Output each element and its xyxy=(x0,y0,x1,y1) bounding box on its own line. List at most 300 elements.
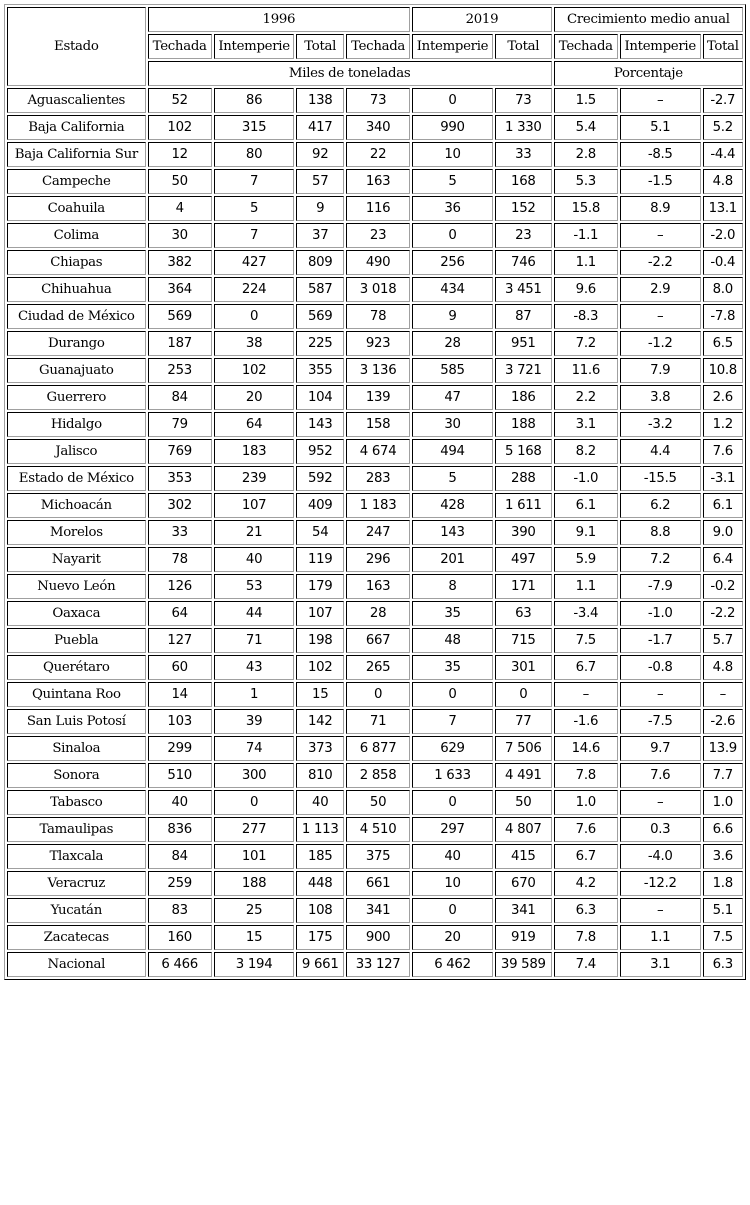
cell-value: 0 xyxy=(412,790,493,815)
cell-value: 7.2 xyxy=(554,331,618,356)
cell-value: 6.3 xyxy=(554,898,618,923)
cell-value: 21 xyxy=(214,520,295,545)
cell-estado: Veracruz xyxy=(7,871,146,896)
table-row xyxy=(7,763,743,788)
cell-value: 9 xyxy=(412,304,493,329)
cell-value: -1.5 xyxy=(620,169,701,194)
cell-estado: Ciudad de México xyxy=(7,304,146,329)
cell-value: -7.8 xyxy=(703,304,743,329)
cell-value: 158 xyxy=(346,412,410,437)
cell-value: 434 xyxy=(412,277,493,302)
cell-value: 4 807 xyxy=(495,817,552,842)
cell-estado: Coahuila xyxy=(7,196,146,221)
header-col: Intemperie xyxy=(214,34,295,59)
cell-value: 50 xyxy=(346,790,410,815)
table-row xyxy=(7,682,743,707)
cell-estado: Morelos xyxy=(7,520,146,545)
cell-value: -8.5 xyxy=(620,142,701,167)
cell-value: 142 xyxy=(296,709,344,734)
cell-value: 60 xyxy=(148,655,212,680)
cell-value: 7 xyxy=(214,223,295,248)
cell-estado: Guanajuato xyxy=(7,358,146,383)
table-body xyxy=(7,88,743,977)
cell-value: – xyxy=(620,223,701,248)
cell-value: 300 xyxy=(214,763,295,788)
cell-value: 1 330 xyxy=(495,115,552,140)
cell-value: 43 xyxy=(214,655,295,680)
cell-value: 7 xyxy=(412,709,493,734)
cell-value: 0 xyxy=(495,682,552,707)
table-row xyxy=(7,331,743,356)
cell-value: 101 xyxy=(214,844,295,869)
cell-value: 33 xyxy=(495,142,552,167)
cell-value: 9.1 xyxy=(554,520,618,545)
header-col: Techada xyxy=(554,34,618,59)
cell-value: 315 xyxy=(214,115,295,140)
cell-value: 171 xyxy=(495,574,552,599)
cell-value: – xyxy=(620,898,701,923)
cell-value: 23 xyxy=(346,223,410,248)
cell-value: -7.5 xyxy=(620,709,701,734)
cell-value: 341 xyxy=(495,898,552,923)
cell-value: 6.2 xyxy=(620,493,701,518)
cell-value: 1.0 xyxy=(554,790,618,815)
cell-value: 302 xyxy=(148,493,212,518)
cell-value: 2.2 xyxy=(554,385,618,410)
cell-value: 836 xyxy=(148,817,212,842)
cell-value: 427 xyxy=(214,250,295,275)
cell-value: 382 xyxy=(148,250,212,275)
cell-estado: Michoacán xyxy=(7,493,146,518)
cell-value: 40 xyxy=(148,790,212,815)
cell-value: 919 xyxy=(495,925,552,950)
cell-value: 809 xyxy=(296,250,344,275)
cell-value: 187 xyxy=(148,331,212,356)
cell-value: -1.7 xyxy=(620,628,701,653)
cell-value: 39 589 xyxy=(495,952,552,977)
cell-value: 168 xyxy=(495,169,552,194)
cell-estado: Nayarit xyxy=(7,547,146,572)
cell-estado: Tamaulipas xyxy=(7,817,146,842)
cell-value: 5.3 xyxy=(554,169,618,194)
cell-value: 4.8 xyxy=(703,655,743,680)
cell-value: 33 127 xyxy=(346,952,410,977)
cell-value: 225 xyxy=(296,331,344,356)
table-row xyxy=(7,628,743,653)
cell-value: 102 xyxy=(214,358,295,383)
cell-value: 30 xyxy=(148,223,212,248)
cell-value: 428 xyxy=(412,493,493,518)
table-row xyxy=(7,547,743,572)
cell-value: 103 xyxy=(148,709,212,734)
cell-value: -4.4 xyxy=(703,142,743,167)
cell-value: 30 xyxy=(412,412,493,437)
cell-value: 1.1 xyxy=(620,925,701,950)
table-row xyxy=(7,169,743,194)
header-col: Total xyxy=(495,34,552,59)
cell-value: -1.0 xyxy=(554,466,618,491)
cell-value: 1 633 xyxy=(412,763,493,788)
cell-value: 33 xyxy=(148,520,212,545)
cell-value: -0.8 xyxy=(620,655,701,680)
cell-value: 47 xyxy=(412,385,493,410)
cell-value: 78 xyxy=(148,547,212,572)
cell-value: -0.2 xyxy=(703,574,743,599)
cell-value: 415 xyxy=(495,844,552,869)
cell-estado: Querétaro xyxy=(7,655,146,680)
cell-value: 83 xyxy=(148,898,212,923)
cell-value: 353 xyxy=(148,466,212,491)
cell-value: 6 462 xyxy=(412,952,493,977)
cell-value: 4.8 xyxy=(703,169,743,194)
cell-value: 7.8 xyxy=(554,925,618,950)
cell-value: 288 xyxy=(495,466,552,491)
table-row xyxy=(7,817,743,842)
cell-value: 0 xyxy=(412,88,493,113)
cell-value: 37 xyxy=(296,223,344,248)
cell-value: 667 xyxy=(346,628,410,653)
cell-value: 50 xyxy=(495,790,552,815)
cell-estado: Oaxaca xyxy=(7,601,146,626)
table-row xyxy=(7,898,743,923)
cell-value: 7.6 xyxy=(620,763,701,788)
cell-value: 0 xyxy=(214,790,295,815)
cell-value: 497 xyxy=(495,547,552,572)
cell-value: 4.2 xyxy=(554,871,618,896)
cell-value: 163 xyxy=(346,574,410,599)
table-row xyxy=(7,709,743,734)
cell-value: -2.6 xyxy=(703,709,743,734)
cell-value: 2.9 xyxy=(620,277,701,302)
table-row xyxy=(7,736,743,761)
cell-estado: Tlaxcala xyxy=(7,844,146,869)
cell-estado: Nuevo León xyxy=(7,574,146,599)
cell-value: 390 xyxy=(495,520,552,545)
cell-value: 71 xyxy=(346,709,410,734)
cell-value: 7 xyxy=(214,169,295,194)
cell-value: 183 xyxy=(214,439,295,464)
cell-value: 585 xyxy=(412,358,493,383)
cell-value: 3 018 xyxy=(346,277,410,302)
cell-value: 769 xyxy=(148,439,212,464)
cell-value: 4 674 xyxy=(346,439,410,464)
cell-value: 64 xyxy=(214,412,295,437)
cell-value: 40 xyxy=(412,844,493,869)
cell-value: 7.7 xyxy=(703,763,743,788)
cell-value: 188 xyxy=(495,412,552,437)
cell-value: 9 xyxy=(296,196,344,221)
cell-value: 301 xyxy=(495,655,552,680)
cell-value: 15.8 xyxy=(554,196,618,221)
cell-value: 1 xyxy=(214,682,295,707)
cell-value: 6.5 xyxy=(703,331,743,356)
cell-value: 13.9 xyxy=(703,736,743,761)
cell-estado: Nacional xyxy=(7,952,146,977)
cell-value: 3.1 xyxy=(620,952,701,977)
cell-value: 4 510 xyxy=(346,817,410,842)
cell-value: 25 xyxy=(214,898,295,923)
cell-value: 810 xyxy=(296,763,344,788)
table-row xyxy=(7,601,743,626)
header-col: Intemperie xyxy=(412,34,493,59)
cell-value: -15.5 xyxy=(620,466,701,491)
cell-value: 138 xyxy=(296,88,344,113)
cell-value: 409 xyxy=(296,493,344,518)
header-col: Techada xyxy=(148,34,212,59)
cell-value: 53 xyxy=(214,574,295,599)
cell-value: 1.0 xyxy=(703,790,743,815)
table-row xyxy=(7,466,743,491)
cell-value: 951 xyxy=(495,331,552,356)
cell-value: 592 xyxy=(296,466,344,491)
cell-value: 510 xyxy=(148,763,212,788)
table-row xyxy=(7,952,743,977)
cell-value: 3.8 xyxy=(620,385,701,410)
cell-value: 107 xyxy=(214,493,295,518)
table-row xyxy=(7,493,743,518)
table-row xyxy=(7,871,743,896)
cell-value: – xyxy=(554,682,618,707)
cell-value: 373 xyxy=(296,736,344,761)
cell-value: 296 xyxy=(346,547,410,572)
cell-value: 6.1 xyxy=(703,493,743,518)
cell-value: 9.7 xyxy=(620,736,701,761)
cell-value: 7.4 xyxy=(554,952,618,977)
cell-value: 23 xyxy=(495,223,552,248)
cell-value: 5.1 xyxy=(620,115,701,140)
header-col: Total xyxy=(703,34,743,59)
cell-value: 9.0 xyxy=(703,520,743,545)
table-row xyxy=(7,655,743,680)
header-estado: Estado xyxy=(7,7,146,86)
cell-value: 86 xyxy=(214,88,295,113)
cell-value: 126 xyxy=(148,574,212,599)
cell-value: 22 xyxy=(346,142,410,167)
cell-value: 28 xyxy=(412,331,493,356)
cell-value: 5 168 xyxy=(495,439,552,464)
cell-value: 6 877 xyxy=(346,736,410,761)
cell-value: 52 xyxy=(148,88,212,113)
cell-value: 277 xyxy=(214,817,295,842)
cell-value: 0 xyxy=(214,304,295,329)
cell-value: – xyxy=(703,682,743,707)
cell-value: 102 xyxy=(148,115,212,140)
cell-value: 6.7 xyxy=(554,844,618,869)
cell-value: -3.4 xyxy=(554,601,618,626)
cell-value: 4.4 xyxy=(620,439,701,464)
cell-value: 35 xyxy=(412,601,493,626)
cell-estado: San Luis Potosí xyxy=(7,709,146,734)
cell-value: 104 xyxy=(296,385,344,410)
cell-value: 900 xyxy=(346,925,410,950)
cell-value: 1 611 xyxy=(495,493,552,518)
cell-estado: Baja California Sur xyxy=(7,142,146,167)
cell-estado: Sinaloa xyxy=(7,736,146,761)
cell-value: 448 xyxy=(296,871,344,896)
cell-estado: Baja California xyxy=(7,115,146,140)
cell-value: 7.6 xyxy=(554,817,618,842)
cell-value: 14 xyxy=(148,682,212,707)
cell-value: 84 xyxy=(148,844,212,869)
cell-value: 341 xyxy=(346,898,410,923)
cell-value: 5.9 xyxy=(554,547,618,572)
data-table xyxy=(4,4,746,980)
cell-value: 247 xyxy=(346,520,410,545)
cell-value: 355 xyxy=(296,358,344,383)
table-row xyxy=(7,790,743,815)
cell-value: -1.2 xyxy=(620,331,701,356)
cell-value: 39 xyxy=(214,709,295,734)
cell-value: 5.1 xyxy=(703,898,743,923)
cell-value: 6 466 xyxy=(148,952,212,977)
cell-value: 4 491 xyxy=(495,763,552,788)
cell-value: 629 xyxy=(412,736,493,761)
cell-value: 102 xyxy=(296,655,344,680)
cell-value: – xyxy=(620,682,701,707)
cell-value: 20 xyxy=(412,925,493,950)
header-unit-abs: Miles de toneladas xyxy=(148,61,552,86)
cell-value: 50 xyxy=(148,169,212,194)
cell-value: 8.8 xyxy=(620,520,701,545)
table-row xyxy=(7,142,743,167)
header-growth: Crecimiento medio anual xyxy=(554,7,743,32)
cell-value: 175 xyxy=(296,925,344,950)
cell-value: 746 xyxy=(495,250,552,275)
header-year-2019: 2019 xyxy=(412,7,552,32)
cell-value: 265 xyxy=(346,655,410,680)
cell-value: 6.6 xyxy=(703,817,743,842)
cell-value: 201 xyxy=(412,547,493,572)
table-row xyxy=(7,304,743,329)
cell-value: -3.1 xyxy=(703,466,743,491)
cell-value: 3.6 xyxy=(703,844,743,869)
cell-value: 1.1 xyxy=(554,250,618,275)
header-col: Intemperie xyxy=(620,34,701,59)
cell-value: 28 xyxy=(346,601,410,626)
cell-value: 490 xyxy=(346,250,410,275)
cell-value: 5.7 xyxy=(703,628,743,653)
cell-value: 35 xyxy=(412,655,493,680)
cell-value: 78 xyxy=(346,304,410,329)
cell-value: 3 194 xyxy=(214,952,295,977)
cell-value: 143 xyxy=(412,520,493,545)
cell-value: 8.9 xyxy=(620,196,701,221)
cell-value: 63 xyxy=(495,601,552,626)
cell-value: 71 xyxy=(214,628,295,653)
cell-value: 0 xyxy=(346,682,410,707)
cell-value: -2.2 xyxy=(703,601,743,626)
table-row xyxy=(7,412,743,437)
cell-value: 253 xyxy=(148,358,212,383)
table-row xyxy=(7,439,743,464)
cell-value: 5 xyxy=(214,196,295,221)
cell-value: 163 xyxy=(346,169,410,194)
cell-value: 2.8 xyxy=(554,142,618,167)
cell-estado: Guerrero xyxy=(7,385,146,410)
header-col: Total xyxy=(296,34,344,59)
cell-value: 107 xyxy=(296,601,344,626)
cell-value: 7.5 xyxy=(703,925,743,950)
cell-value: 160 xyxy=(148,925,212,950)
cell-value: 10 xyxy=(412,142,493,167)
cell-value: 6.7 xyxy=(554,655,618,680)
cell-value: 1.2 xyxy=(703,412,743,437)
cell-value: – xyxy=(620,790,701,815)
cell-value: 73 xyxy=(495,88,552,113)
cell-estado: Tabasco xyxy=(7,790,146,815)
cell-value: -2.7 xyxy=(703,88,743,113)
cell-value: -3.2 xyxy=(620,412,701,437)
cell-value: 5 xyxy=(412,466,493,491)
cell-value: 185 xyxy=(296,844,344,869)
cell-value: 10.8 xyxy=(703,358,743,383)
cell-value: 3 721 xyxy=(495,358,552,383)
cell-value: 6.1 xyxy=(554,493,618,518)
cell-value: 143 xyxy=(296,412,344,437)
table-row xyxy=(7,574,743,599)
cell-value: – xyxy=(620,88,701,113)
cell-value: 64 xyxy=(148,601,212,626)
cell-value: 923 xyxy=(346,331,410,356)
cell-value: -1.0 xyxy=(620,601,701,626)
table-row xyxy=(7,115,743,140)
cell-value: 15 xyxy=(214,925,295,950)
cell-value: 8.0 xyxy=(703,277,743,302)
cell-value: 73 xyxy=(346,88,410,113)
cell-value: -1.6 xyxy=(554,709,618,734)
cell-value: 1 113 xyxy=(296,817,344,842)
cell-value: 5 xyxy=(412,169,493,194)
cell-value: 44 xyxy=(214,601,295,626)
cell-value: -2.0 xyxy=(703,223,743,248)
cell-value: 186 xyxy=(495,385,552,410)
cell-estado: Jalisco xyxy=(7,439,146,464)
cell-value: 661 xyxy=(346,871,410,896)
cell-value: 119 xyxy=(296,547,344,572)
cell-value: 198 xyxy=(296,628,344,653)
cell-estado: Yucatán xyxy=(7,898,146,923)
cell-value: 74 xyxy=(214,736,295,761)
table-row xyxy=(7,385,743,410)
cell-value: 7.6 xyxy=(703,439,743,464)
cell-value: 239 xyxy=(214,466,295,491)
table-row xyxy=(7,88,743,113)
cell-value: 80 xyxy=(214,142,295,167)
cell-estado: Durango xyxy=(7,331,146,356)
cell-value: 256 xyxy=(412,250,493,275)
cell-value: 9.6 xyxy=(554,277,618,302)
cell-value: -4.0 xyxy=(620,844,701,869)
cell-value: 57 xyxy=(296,169,344,194)
header-unit-pct: Porcentaje xyxy=(554,61,743,86)
cell-value: 116 xyxy=(346,196,410,221)
cell-value: 1.8 xyxy=(703,871,743,896)
cell-value: 7.8 xyxy=(554,763,618,788)
cell-value: 259 xyxy=(148,871,212,896)
cell-value: 15 xyxy=(296,682,344,707)
cell-estado: Estado de México xyxy=(7,466,146,491)
cell-value: 12 xyxy=(148,142,212,167)
cell-value: 8 xyxy=(412,574,493,599)
cell-value: 417 xyxy=(296,115,344,140)
cell-value: 40 xyxy=(214,547,295,572)
cell-value: 364 xyxy=(148,277,212,302)
cell-value: 3 451 xyxy=(495,277,552,302)
cell-value: 7.2 xyxy=(620,547,701,572)
cell-value: 9 661 xyxy=(296,952,344,977)
cell-value: -0.4 xyxy=(703,250,743,275)
table-row xyxy=(7,844,743,869)
